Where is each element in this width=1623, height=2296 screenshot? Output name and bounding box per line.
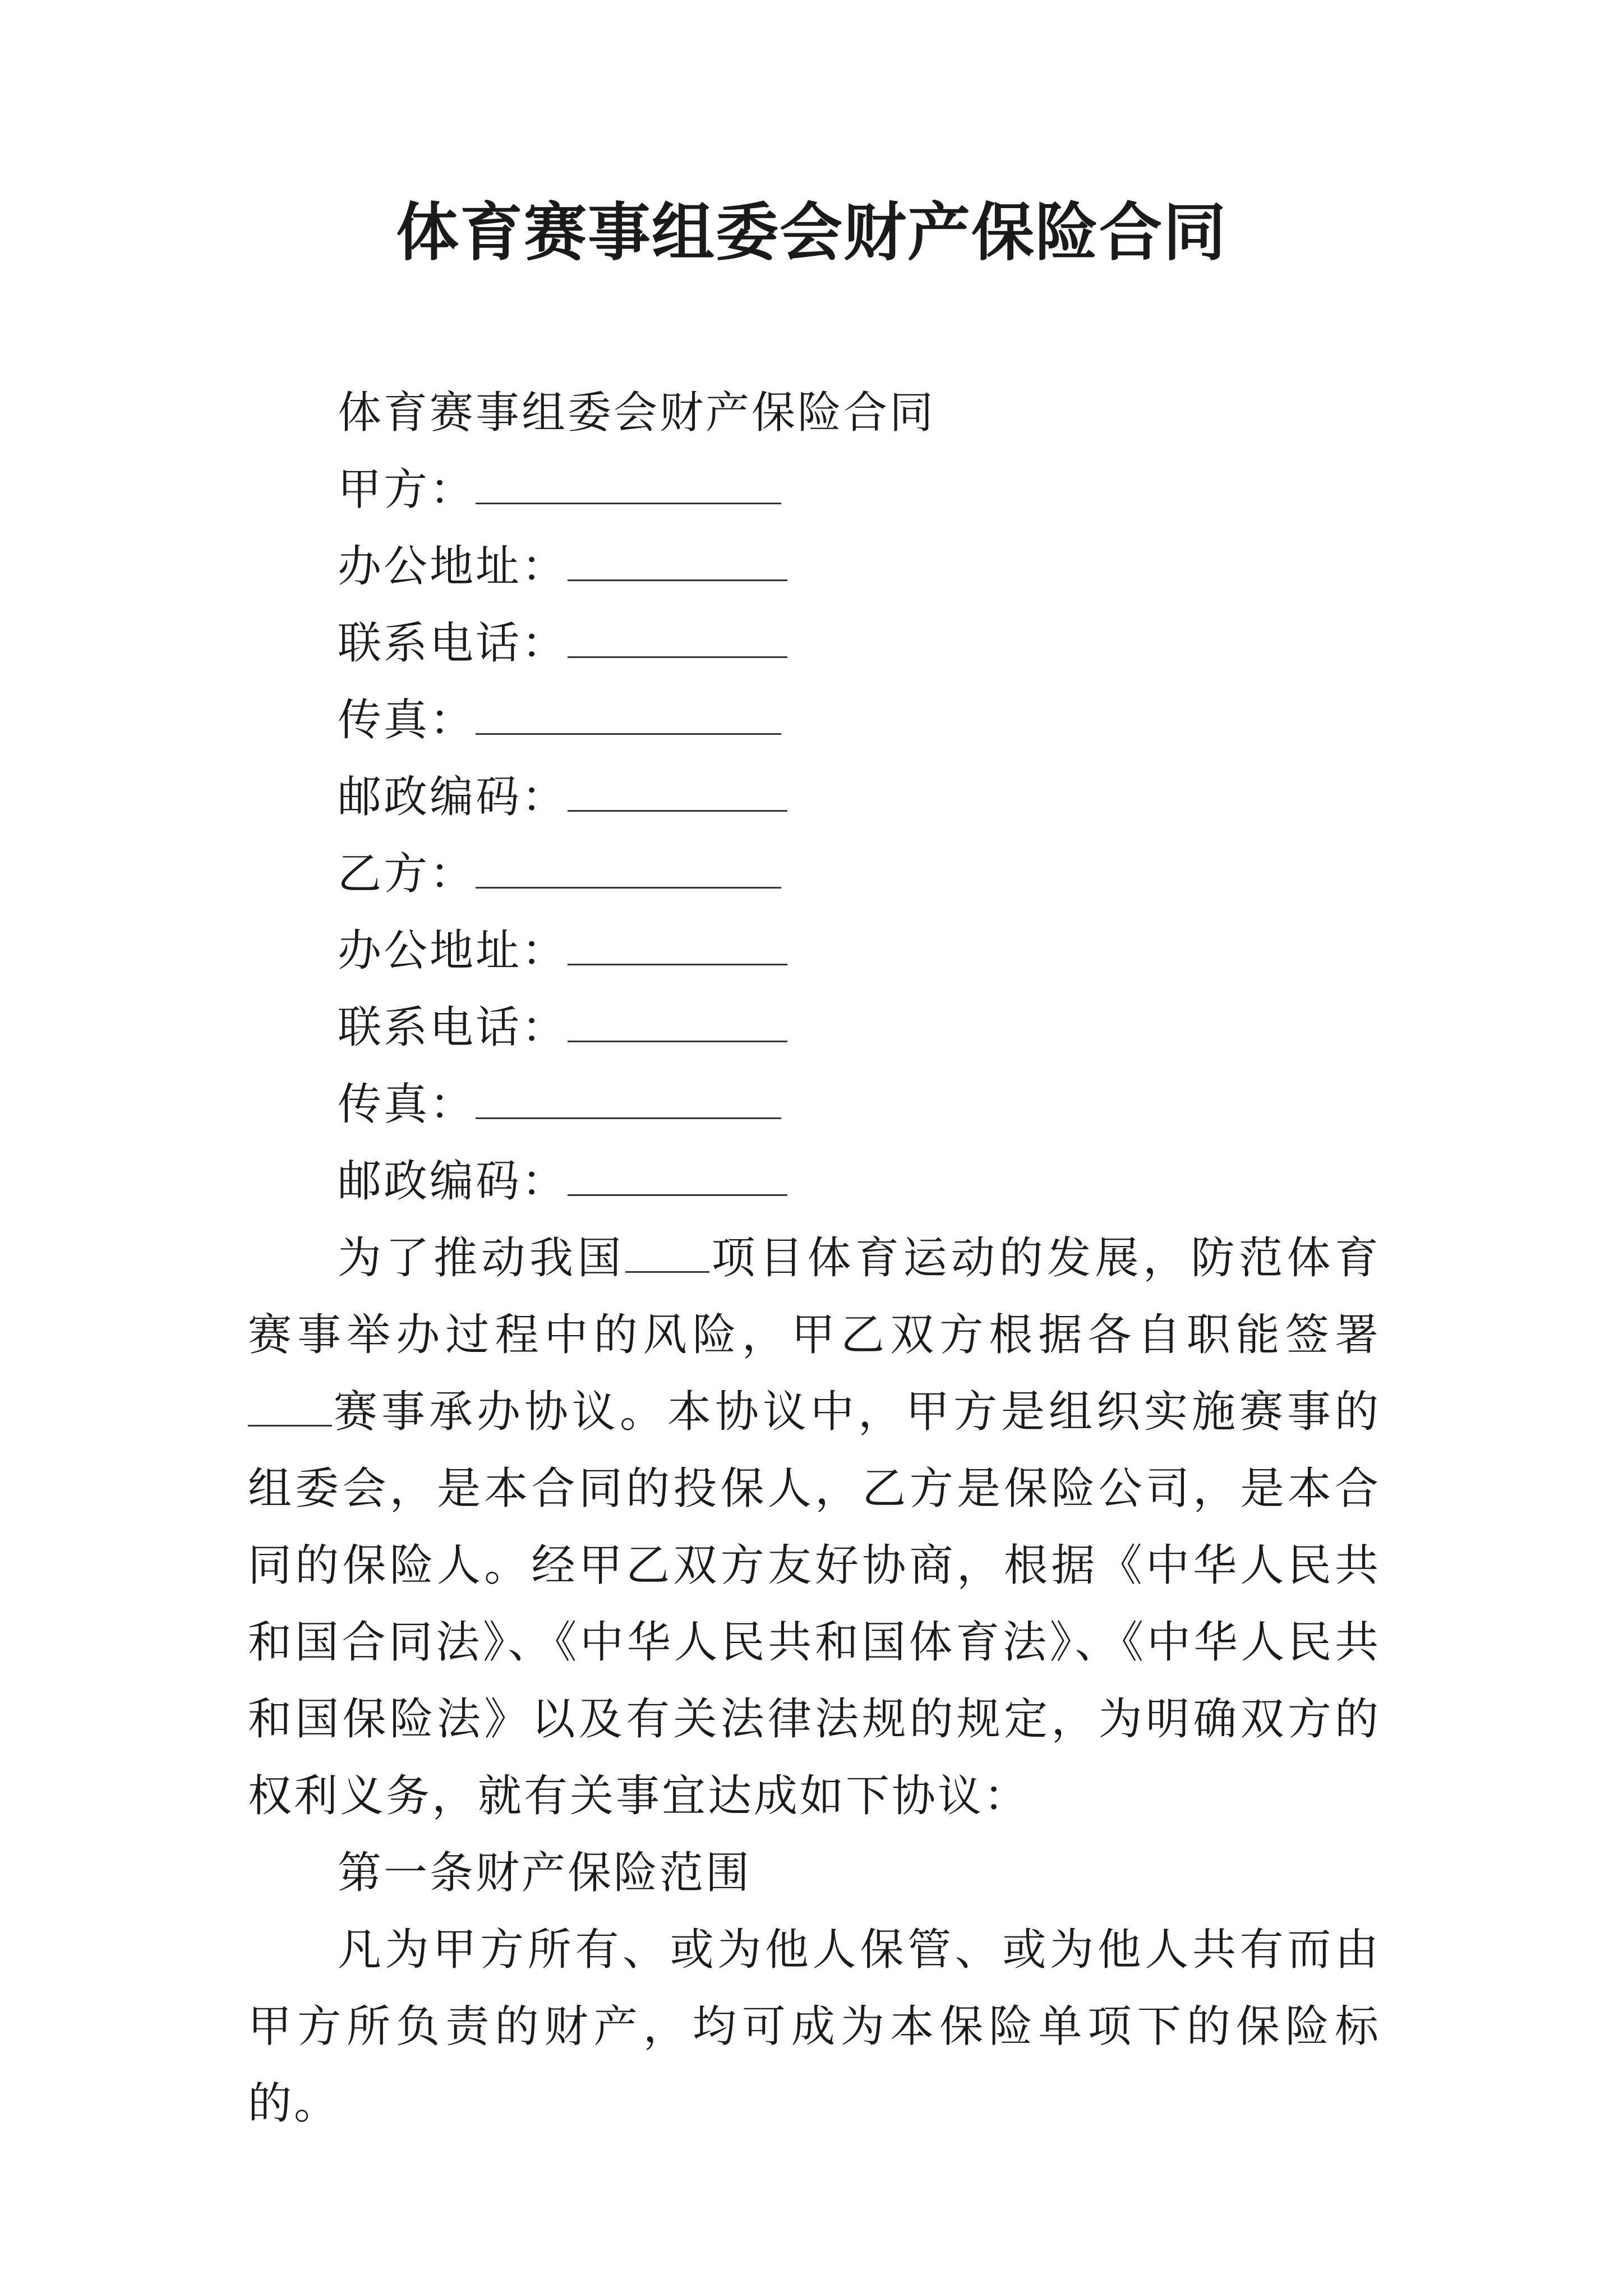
intro-part-3: 赛事承办协议。本协议中，甲方是组织实施赛事的组委会，是本合同的投保人，乙方是保险公司，是本合同的保险人。经甲乙双方友好协商，根据《中华人民共和国合同法》、《中华人民共和国体育法》、《中华人民共和国保险法》以及有关法律法规的规定，为明确双方的权利义务，就有关事宜达成如下协议：	[248, 1387, 1381, 1821]
party-b-fax-label: 传真：	[338, 1079, 476, 1130]
party-b-postcode-label: 邮政编码：	[338, 1156, 568, 1207]
party-b-address-line	[248, 913, 1381, 990]
document-subtitle: 体育赛事组委会财产保险合同	[338, 388, 936, 438]
party-b-phone-label: 联系电话：	[338, 1002, 568, 1053]
article-1-heading: 第一条财产保险范围	[338, 1848, 752, 1898]
party-b-phone-blank	[568, 997, 787, 1042]
article-1-text: 凡为甲方所有、或为他人保管、或为他人共有而由甲方所负责的财产，均可成为本保险单项下的保险标的。	[248, 1925, 1381, 2129]
party-b-fax-line	[248, 1066, 1381, 1143]
party-a-address-blank	[568, 536, 787, 581]
party-a-blank	[476, 459, 781, 504]
document-body	[248, 375, 1381, 2142]
intro-part-2: 项目体育运动的发展，防范体育赛事举办过程中的风险，甲乙双方根据各自职能签署	[248, 1233, 1381, 1360]
party-a-fax-line	[248, 682, 1381, 759]
party-b-label: 乙方：	[338, 849, 476, 899]
sport-item-blank	[625, 1232, 709, 1273]
party-a-postcode-blank	[568, 766, 787, 812]
party-b-fax-blank	[476, 1074, 781, 1119]
party-a-label: 甲方：	[338, 464, 476, 515]
document-title: 体育赛事组委会财产保险合同	[396, 196, 1227, 269]
party-a-address-line	[248, 528, 1381, 605]
intro-paragraph	[248, 1220, 1381, 1835]
party-a-line	[248, 452, 1381, 528]
party-b-phone-line	[248, 990, 1381, 1066]
party-a-fax-blank	[476, 689, 781, 735]
party-b-address-blank	[568, 920, 787, 965]
party-a-postcode-label: 邮政编码：	[338, 772, 568, 822]
intro-part-1: 为了推动我国	[338, 1233, 625, 1283]
party-a-phone-label: 联系电话：	[338, 618, 568, 669]
party-a-address-label: 办公地址：	[338, 541, 568, 592]
party-b-line	[248, 836, 1381, 913]
party-a-postcode-line	[248, 759, 1381, 836]
party-b-blank	[476, 843, 781, 889]
party-a-phone-line	[248, 605, 1381, 682]
party-b-address-label: 办公地址：	[338, 926, 568, 976]
party-a-fax-label: 传真：	[338, 695, 476, 746]
party-b-postcode-blank	[568, 1151, 787, 1196]
party-b-postcode-line	[248, 1143, 1381, 1220]
event-name-blank	[248, 1386, 332, 1427]
party-a-phone-blank	[568, 613, 787, 658]
